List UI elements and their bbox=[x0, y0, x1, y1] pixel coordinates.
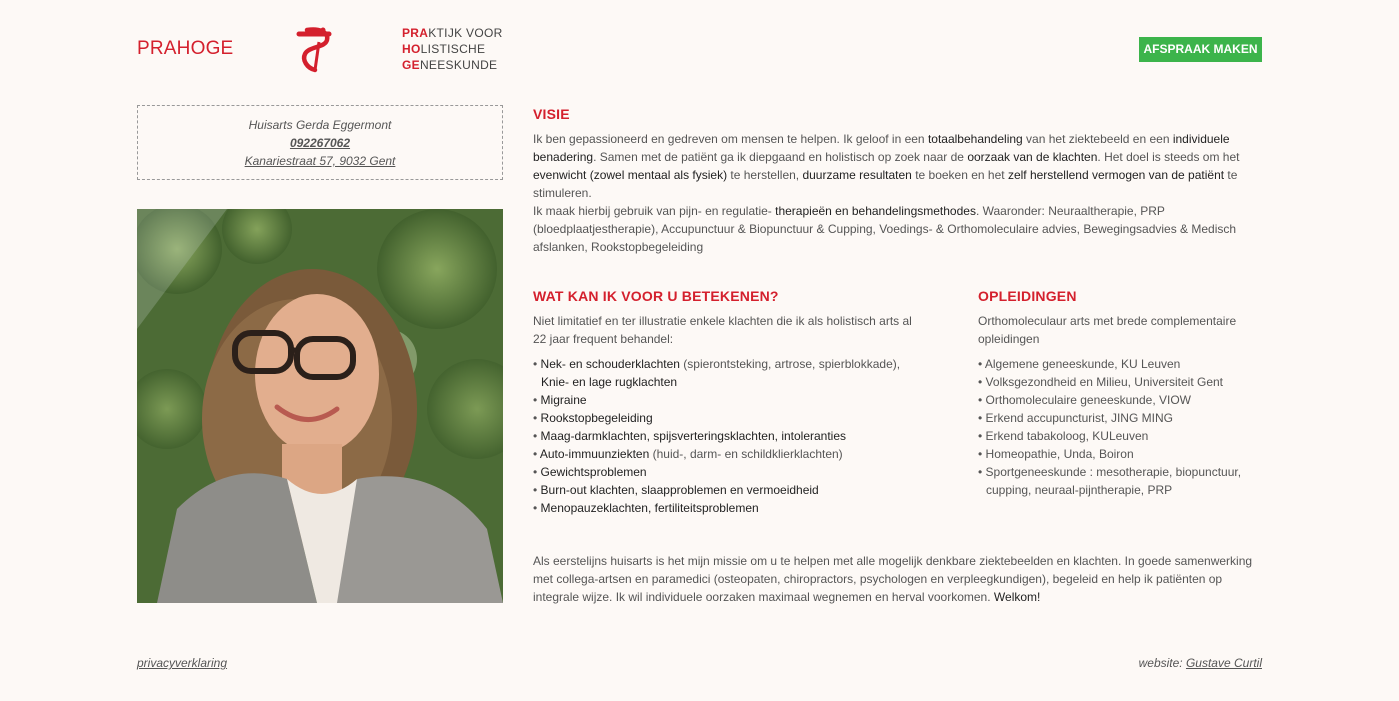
mission-paragraph: Als eerstelijns huisarts is het mijn missie om u te helpen met alle mogelijk denkbare ziektebeelden en klachten. In goede samenwerking met collega-artsen en paramedici (osteopaten, chiropractors, psychologen en verpleegkundigen), begeleid en help ik patiënten op integrale wijze. Ik wil individuele oorzaken maximaal wegnemen en herval voorkomen. Welkom! bbox=[533, 554, 1253, 604]
list-item: • Menopauzeklachten, fertiliteitsproblemen bbox=[533, 501, 759, 515]
portrait-illustration bbox=[137, 209, 503, 603]
list-item: • Volksgezondheid en Milieu, Universiteit Gent bbox=[978, 375, 1224, 389]
opleidingen-title: OPLEIDINGEN bbox=[978, 288, 1077, 304]
address-link[interactable]: Kanariestraat 57, 9032 Gent bbox=[244, 154, 396, 168]
list-item: • Erkend tabakoloog, KULeuven bbox=[978, 429, 1149, 443]
contact-box bbox=[137, 105, 503, 180]
tagline-line-1: PRAKTIJK VOOR bbox=[402, 26, 503, 40]
list-item: • Auto-immuunziekten (huid-, darm- en schildklierklachten) bbox=[533, 447, 843, 461]
afspraak-maken-button[interactable]: AFSPRAAK MAKEN bbox=[1139, 37, 1262, 62]
betekenen-title: WAT KAN IK VOOR U BETEKENEN? bbox=[533, 288, 779, 304]
list-item: • Sportgeneeskunde : mesotherapie, biopunctuur, cupping, neuraal-pijntherapie, PRP bbox=[978, 465, 1242, 497]
visie-title: VISIE bbox=[533, 106, 570, 122]
website-credit: website: Gustave Curtil bbox=[1138, 656, 1262, 670]
phone-link[interactable]: 092267062 bbox=[289, 136, 351, 150]
list-item: • Burn-out klachten, slaapproblemen en vermoeidheid bbox=[533, 483, 819, 497]
list-item: • Algemene geneeskunde, KU Leuven bbox=[978, 357, 1181, 371]
list-item: • Homeopathie, Unda, Boiron bbox=[978, 447, 1134, 461]
list-item: • Nek- en schouderklachten (spierontsteking, artrose, spierblokkade), Knie- en lage rugklachten bbox=[533, 357, 901, 389]
klachten-list bbox=[533, 355, 928, 517]
doctor-name: Huisarts Gerda Eggermont bbox=[248, 118, 392, 132]
tagline-line-3: GENEESKUNDE bbox=[402, 58, 498, 72]
list-item: • Migraine bbox=[533, 393, 587, 407]
portrait-photo bbox=[137, 209, 503, 603]
tagline-line-2: HOLISTISCHE bbox=[402, 42, 486, 56]
list-item: • Rookstopbegeleiding bbox=[533, 411, 653, 425]
betekenen-intro: Niet limitatief en ter illustratie enkele klachten die ik als holistisch arts al 22 jaar frequent behandel: bbox=[533, 314, 912, 346]
list-item: • Erkend accupuncturist, JING MING bbox=[978, 411, 1173, 425]
list-item: • Maag-darmklachten, spijsverteringsklachten, intoleranties bbox=[533, 429, 847, 443]
opleidingen-list bbox=[978, 355, 1268, 499]
opleidingen-section bbox=[978, 288, 1268, 499]
opleidingen-intro: Orthomoleculaur arts met brede complementaire opleidingen bbox=[978, 314, 1237, 346]
website-credit-link[interactable]: Gustave Curtil bbox=[1185, 656, 1262, 670]
tagline bbox=[402, 25, 503, 73]
visie-paragraph: Ik ben gepassioneerd en gedreven om mensen te helpen. Ik geloof in een totaalbehandeling van het ziektebeeld en een individuele benadering. Samen met de patiënt ga ik diepgaand en holistisch op zoek naar de oorzaak van de klachten. Het doel is steeds om het evenwicht (zowel mentaal als fysiek) te herstellen, duurzame resultaten te boeken en het zelf herstellend vermogen van de patiënt te stimuleren. Ik maak hierbij gebruik van pijn- en regulatie- therapieën en behandelingsmethodes. Waaronder: Neuraaltherapie, PRP (bloedplaatjestherapie), Accupunctuur & Biopunctuur & Cupping, Voedings- & Orthomoleculaire advies, Bewegingsadvies & Medisch afslanken, Rookstopbegeleiding bbox=[533, 132, 1240, 254]
visie-section bbox=[533, 106, 1263, 256]
privacy-link[interactable]: privacyverklaring bbox=[137, 656, 228, 670]
list-item: • Orthomoleculaire geneeskunde, VIOW bbox=[978, 393, 1191, 407]
caduceus-icon bbox=[293, 26, 335, 74]
brand-name[interactable]: PRAHOGE bbox=[137, 38, 234, 59]
list-item: • Gewichtsproblemen bbox=[533, 465, 647, 479]
betekenen-section bbox=[533, 288, 928, 517]
